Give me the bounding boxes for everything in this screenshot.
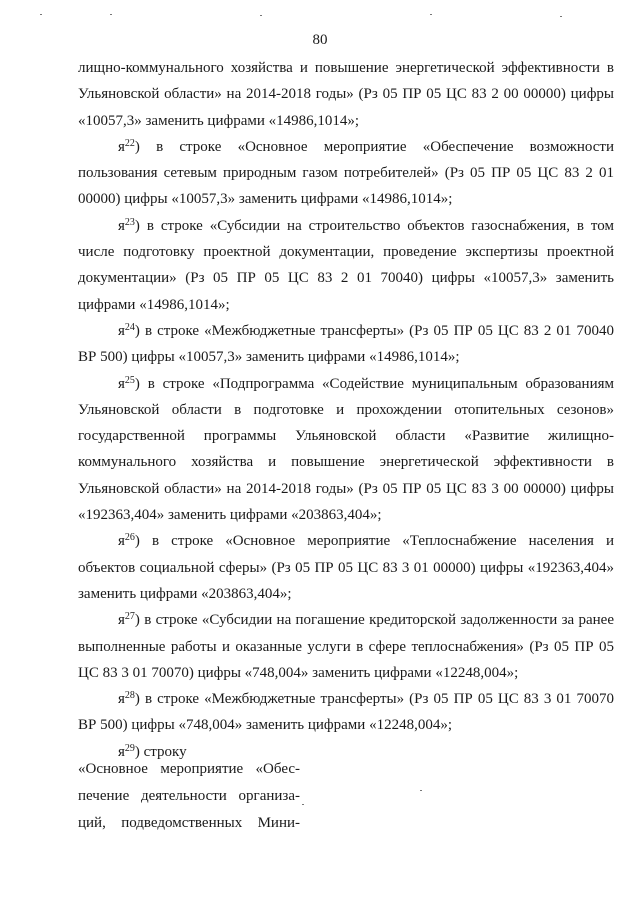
item-paragraph-22: [78, 134, 614, 213]
scan-speckle: [302, 804, 304, 805]
page-number: 80: [312, 32, 328, 48]
quote-line: ций, подведомственных Мини-: [78, 815, 300, 831]
quote-line: «Основное мероприятие «Обес-: [78, 761, 300, 777]
item-text: ) строку: [134, 743, 187, 760]
item-paragraph-24: [78, 318, 614, 371]
scan-speckle: [560, 16, 562, 17]
item-text: ) в строке «Основное мероприятие «Теплоснабжение населения и объектов социальной сферы» (Рз 05 ПР 05 ЦС 83 3 01 00000) цифры «192363,404» заменить цифрами «203863,404»;: [78, 533, 614, 602]
item-paragraph-26: [78, 528, 614, 607]
quoted-table-cell: [78, 756, 300, 837]
scan-speckle: [110, 14, 112, 15]
scan-speckle: [40, 14, 42, 15]
scan-speckle: [420, 790, 422, 791]
item-marker: $я^{22}$: [118, 137, 135, 155]
item-marker: $я^{26}$: [118, 532, 135, 550]
item-paragraph-23: [78, 213, 614, 318]
item-marker: $я^{25}$: [118, 374, 135, 392]
item-marker: $я^{28}$: [118, 690, 135, 708]
item-paragraph-25: [78, 371, 614, 529]
item-text: ) в строке «Подпрограмма «Содействие муниципальным образованиям Ульяновской области в подготовке и прохождении отопительных сезонов» государственной программы Ульяновской области «Развитие жилищно-коммунального хозяйства и повышение энергетической эффективности в Ульяновской области» на 2014-2018 годы» (Рз 05 ПР 05 ЦС 83 3 00 00000) цифры «192363,404» заменить цифрами «203863,404»;: [78, 375, 614, 524]
item-text: ) в строке «Субсидии на погашение кредиторской задолженности за ранее выполненные работы и оказанные услуги в сфере теплоснабжения» (Рз 05 ПР 05 ЦС 83 3 01 70070) цифры «748,004» заменить цифрами «12248,004»;: [78, 612, 614, 681]
scan-speckle: [260, 15, 262, 16]
quote-line: печение деятельности организа-: [78, 788, 300, 804]
item-marker: $я^{29}$: [118, 742, 135, 760]
item-paragraph-27: [78, 607, 614, 686]
intro-paragraph: лищно-коммунального хозяйства и повышение энергетической эффективности в Ульяновской области» на 2014-2018 годы» (Рз 05 ПР 05 ЦС 83 2 00 00000) цифры «10057,3» заменить цифрами «14986,1014»;: [78, 60, 614, 129]
document-body: [78, 55, 614, 765]
item-text: ) в строке «Основное мероприятие «Обеспечение возможности пользования сетевым природным газом потребителей» (Рз 05 ПР 05 ЦС 83 2 01 00000) цифры «10057,3» заменить цифрами «14986,1014»;: [78, 138, 614, 208]
item-marker: $я^{23}$: [118, 216, 135, 234]
item-text: ) в строке «Межбюджетные трансферты» (Рз 05 ПР 05 ЦС 83 2 01 70040 ВР 500) цифры «10057,3» заменить цифрами «14986,1014»;: [78, 322, 614, 366]
item-marker: $я^{24}$: [118, 321, 135, 339]
scan-speckle: [430, 14, 432, 15]
item-marker: $я^{27}$: [118, 611, 135, 629]
item-paragraph-28: [78, 686, 614, 739]
item-text: ) в строке «Субсидии на строительство объектов газоснабжения, в том числе подготовку проектной документации, проведение экспертизы проектной документации» (Рз 05 ПР 05 ЦС 83 2 01 70040) цифры «10057,3» заменить цифрами «14986,1014»;: [78, 217, 614, 313]
item-text: ) в строке «Межбюджетные трансферты» (Рз 05 ПР 05 ЦС 83 3 01 70070 ВР 500) цифры «748,004» заменить цифрами «12248,004»;: [78, 691, 614, 734]
